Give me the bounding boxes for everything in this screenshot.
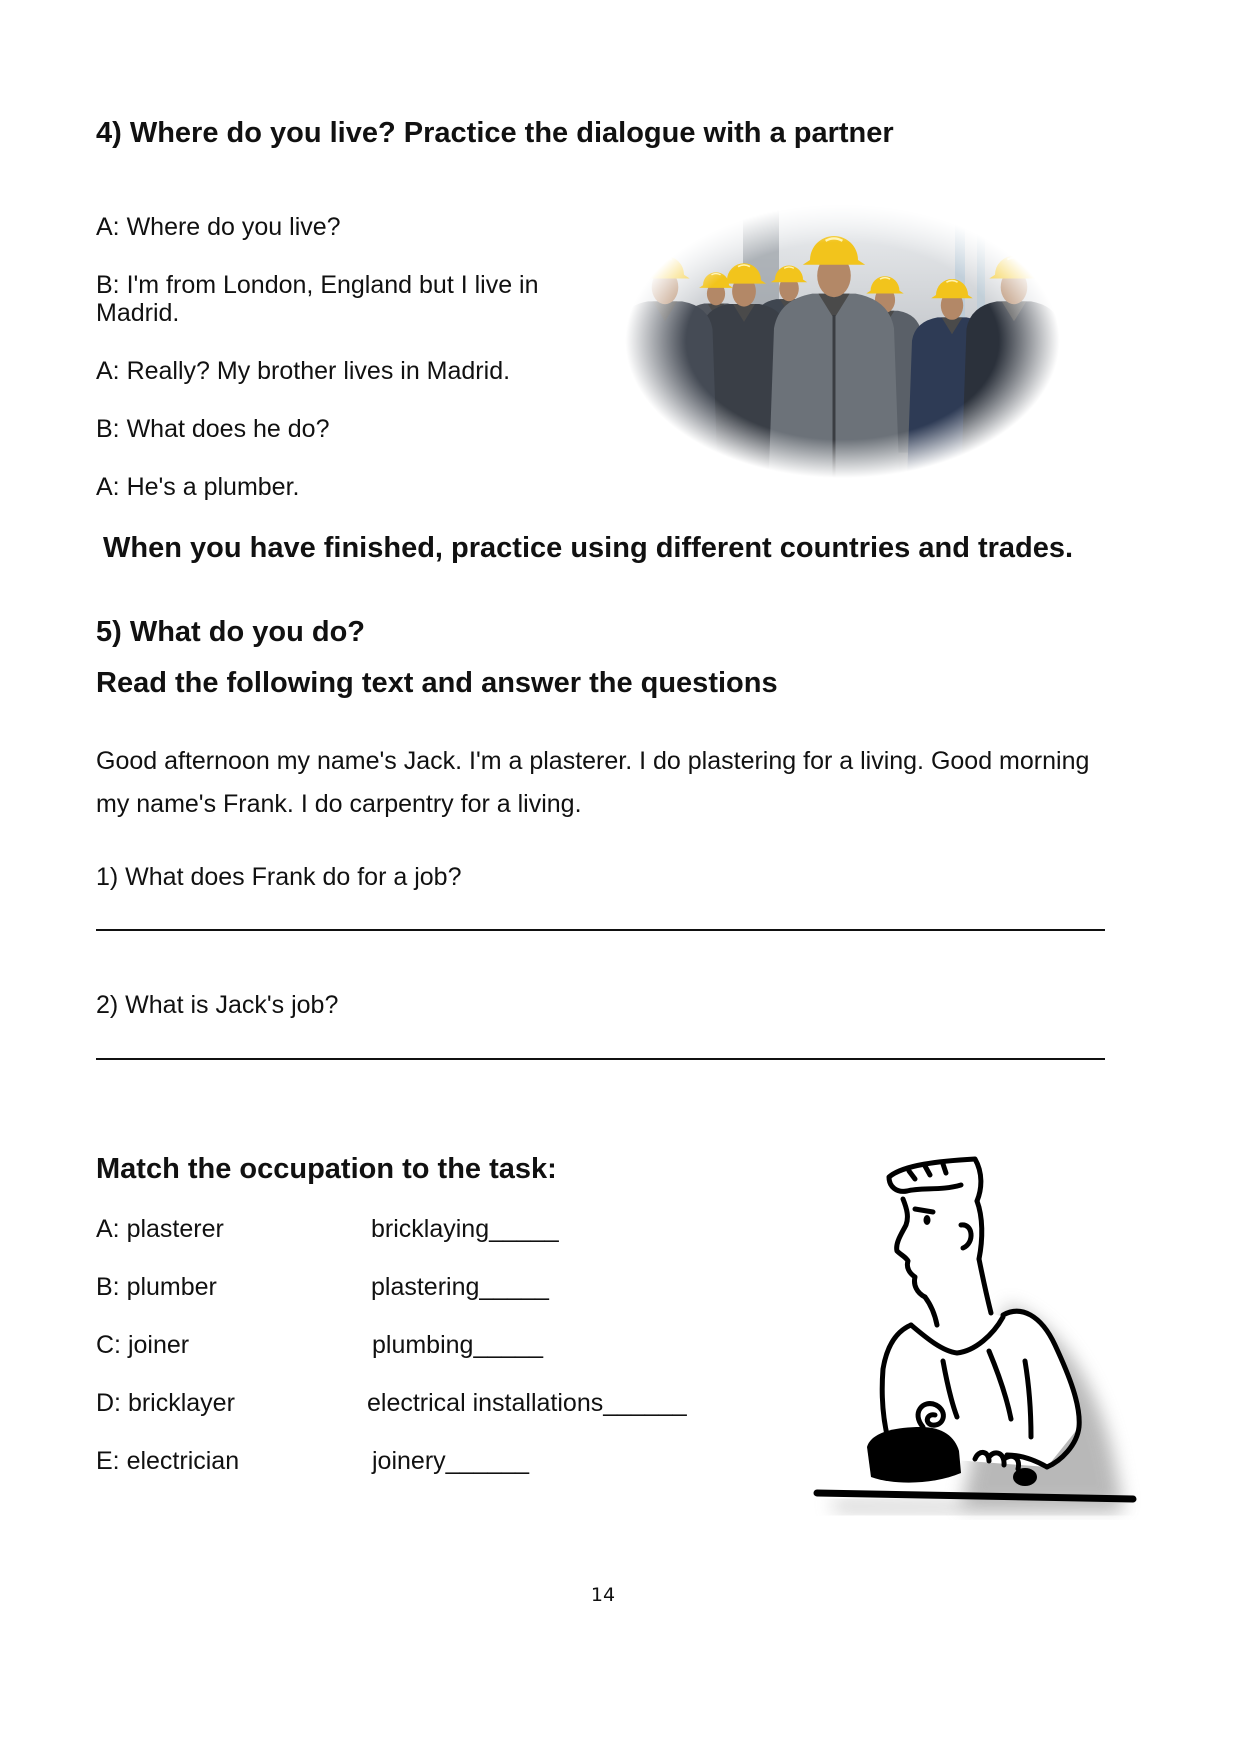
- dialogue-line: A: Where do you live?: [96, 213, 341, 241]
- section-5-heading: 5) What do you do?: [96, 616, 366, 648]
- practice-instruction: When you have finished, practice using different countries and trades.: [103, 532, 1074, 564]
- plasterer-illustration: [811, 1155, 1141, 1520]
- task: plastering_____: [371, 1273, 549, 1301]
- small-tool: [1013, 1468, 1037, 1486]
- reading-instruction: Read the following text and answer the questions: [96, 667, 778, 699]
- eyebrow: [915, 1209, 933, 1212]
- workers-photo: [625, 203, 1060, 479]
- occupation: B: plumber: [96, 1273, 217, 1301]
- dialogue: [96, 213, 566, 531]
- plastering-float: [867, 1427, 961, 1483]
- question-2: 2) What is Jack's job?: [96, 991, 339, 1019]
- page-number: 14: [590, 1584, 616, 1606]
- match-heading: Match the occupation to the task:: [96, 1153, 557, 1185]
- task: plumbing_____: [372, 1331, 543, 1359]
- dialogue-line: B: I'm from London, England but I live in Madrid.: [96, 271, 539, 327]
- dialogue-line: B: What does he do?: [96, 415, 330, 443]
- task: bricklaying_____: [371, 1215, 559, 1243]
- task: joinery______: [372, 1447, 530, 1475]
- occupation: E: electrician: [96, 1447, 240, 1475]
- occupation: C: joiner: [96, 1331, 190, 1359]
- task: electrical installations______: [367, 1389, 687, 1417]
- answer-line-2: [96, 1058, 1105, 1060]
- answer-line-1: [96, 929, 1105, 931]
- question-1: 1) What does Frank do for a job?: [96, 863, 462, 891]
- reading-text: Good afternoon my name's Jack. I'm a plasterer. I do plastering for a living. Good morning my name's Frank. I do carpentry for a living.: [96, 747, 1090, 818]
- section-4-heading: 4) Where do you live? Practice the dialogue with a partner: [96, 117, 894, 149]
- dialogue-line: A: Really? My brother lives in Madrid.: [96, 357, 511, 385]
- occupation: A: plasterer: [96, 1215, 224, 1243]
- eye: [924, 1215, 931, 1225]
- photo-content: [625, 203, 1060, 479]
- dialogue-line: A: He's a plumber.: [96, 473, 300, 501]
- occupation: D: bricklayer: [96, 1389, 235, 1417]
